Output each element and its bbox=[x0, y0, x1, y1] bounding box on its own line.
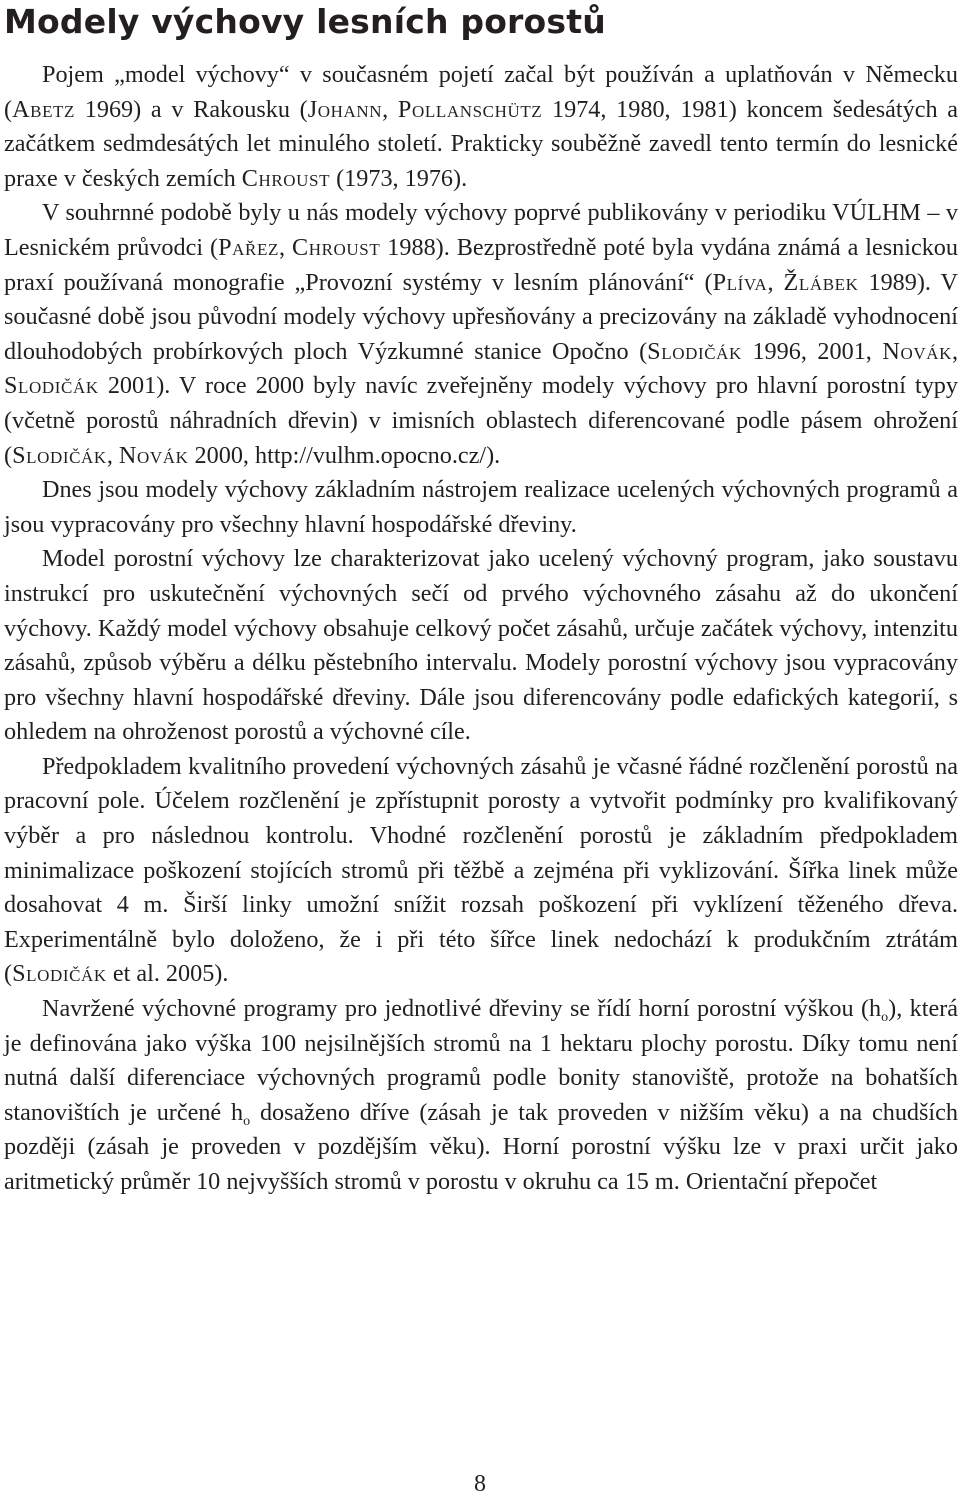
text-run: , bbox=[767, 268, 784, 296]
body-text bbox=[4, 58, 958, 1200]
text-run: 2000, http://vulhm.opocno.cz/). bbox=[188, 441, 501, 469]
author-name: Slodičák bbox=[647, 337, 742, 365]
author-name: Novák bbox=[118, 441, 189, 469]
text-run: Pojem „model výchovy“ v současném pojetí začal být používán a uplatňován v Německu ( bbox=[4, 61, 958, 123]
text-run: Předpokladem kvalitního provedení výchovných zásahů je včasné řádné rozčlenění porostů na pracovní pole. Účelem rozčlenění je zpřístupnit porosty a vytvořit podmínky pro kvalifikovaný výběr a pro následnou kontrolu. Vhodné rozčlenění porostů je základním předpokladem minimalizace poškození stojících stromů při těžbě a zejména při vyklizování. Šířka linek může dosahovat 4 m. Širší linky umožní snížit rozsah poškození při vyklízení těženého dřeva. Experimentálně bylo doloženo, že i při této šířce linek nedochází k produkčním ztrátám ( bbox=[4, 752, 958, 988]
text-run: 1969) a v Rakousku ( bbox=[75, 95, 308, 123]
author-name: Pollanschütz bbox=[397, 95, 543, 123]
text-run: , bbox=[278, 233, 292, 261]
author-name: Chroust bbox=[291, 233, 381, 261]
author-name: Pařez bbox=[218, 233, 279, 261]
author-name: Chroust bbox=[241, 164, 331, 192]
text-run: et al. 2005). bbox=[106, 960, 229, 988]
author-name: Slodičák bbox=[4, 372, 99, 400]
author-name: Slodičák bbox=[12, 441, 107, 469]
text-run: 1988). Bezprostředně poté byla vydána známá a lesnickou praxí používaná monografie „Provozní systémy v lesním plánování“ ( bbox=[4, 233, 958, 296]
text-run: 1989). V současné době jsou původní modely výchovy upřesňovány a precizovány na základě vyhodnocení dlouhodobých probírkových ploch Výzkumné stanice Opočno ( bbox=[4, 268, 958, 365]
paragraph-6 bbox=[4, 992, 958, 1200]
paragraph-3: Dnes jsou modely výchovy základním nástrojem realizace ucelených výchovných programů a jsou vypracovány pro všechny hlavní hospodářské dřeviny. bbox=[4, 476, 958, 538]
text-run: 1996, 2001, bbox=[741, 337, 883, 365]
author-name: Plíva bbox=[712, 268, 768, 296]
author-name: Abetz bbox=[12, 95, 76, 123]
paragraph-1 bbox=[4, 58, 958, 196]
text-run: , bbox=[951, 337, 959, 365]
author-name: Johann bbox=[307, 95, 383, 123]
paragraph-5 bbox=[4, 750, 958, 992]
text-run: 1974, 1980, 1981) koncem šedesátých a začátkem sedmdesátých let minulého století. Prakticky souběžně zavedl tento termín do lesnické praxe v českých zemích bbox=[4, 95, 958, 192]
text-run: ), která je definována jako výška 100 nejsilnějších stromů na 1 hektaru plochy porostu. Díky tomu není nutná další diferenciace výchovných programů podle bonity stanoviště, protože na bohatších stanovištích je určené h bbox=[4, 995, 958, 1126]
text-run: Navržené výchovné programy pro jednotlivé dřeviny se řídí horní porostní výškou (h bbox=[42, 995, 882, 1023]
paragraph-4: Model porostní výchovy lze charakterizovat jako ucelený výchovný program, jako soustavu instrukcí pro uskutečnění výchovných sečí od prvého výchovného zásahu až do ukončení výchovy. Každý model výchovy obsahuje celkový počet zásahů, určuje začátek výchovy, intenzitu zásahů, způsob výběru a délku pěstebního intervalu. Modely porostní výchovy jsou vypracovány pro všechny hlavní hospodářské dřeviny. Dále jsou diferencovány podle edafických kategorií, s ohledem na ohroženost porostů a výchovné cíle. bbox=[4, 545, 958, 746]
subscript: o bbox=[881, 1010, 889, 1026]
author-name: Žlábek bbox=[783, 268, 859, 296]
text-run: 2001). V roce 2000 byly navíc zveřejněny modely výchovy pro hlavní porostní typy (včetně porostů náhradních dřevin) v imisních oblastech diferencované podle pásem ohrožení ( bbox=[4, 372, 958, 469]
author-name: Novák bbox=[882, 337, 952, 365]
text-run: dosaženo dříve (zásah je tak proveden v nižším věku) a na chudších později (zásah je proveden v pozdějším věku). Horní porostní výšku lze v praxi určit jako aritmetický průměr 10 nejvyšších stromů v porostu v okruhu ca 15 m. Orientační přepočet bbox=[4, 1098, 958, 1195]
author-name: Slodičák bbox=[12, 960, 107, 988]
subscript: o bbox=[243, 1113, 251, 1129]
text-run: , bbox=[382, 95, 398, 123]
paragraph-2 bbox=[4, 196, 958, 473]
text-run: , bbox=[106, 441, 119, 469]
page-title: Modely výchovy lesních porostů bbox=[4, 2, 606, 41]
text-run: V souhrnné podobě byly u nás modely výchovy poprvé publikovány v periodiku VÚLHM – v Lesnickém průvodci ( bbox=[4, 199, 958, 261]
text-run: (1973, 1976). bbox=[330, 164, 468, 192]
page-number: 8 bbox=[474, 1471, 486, 1497]
